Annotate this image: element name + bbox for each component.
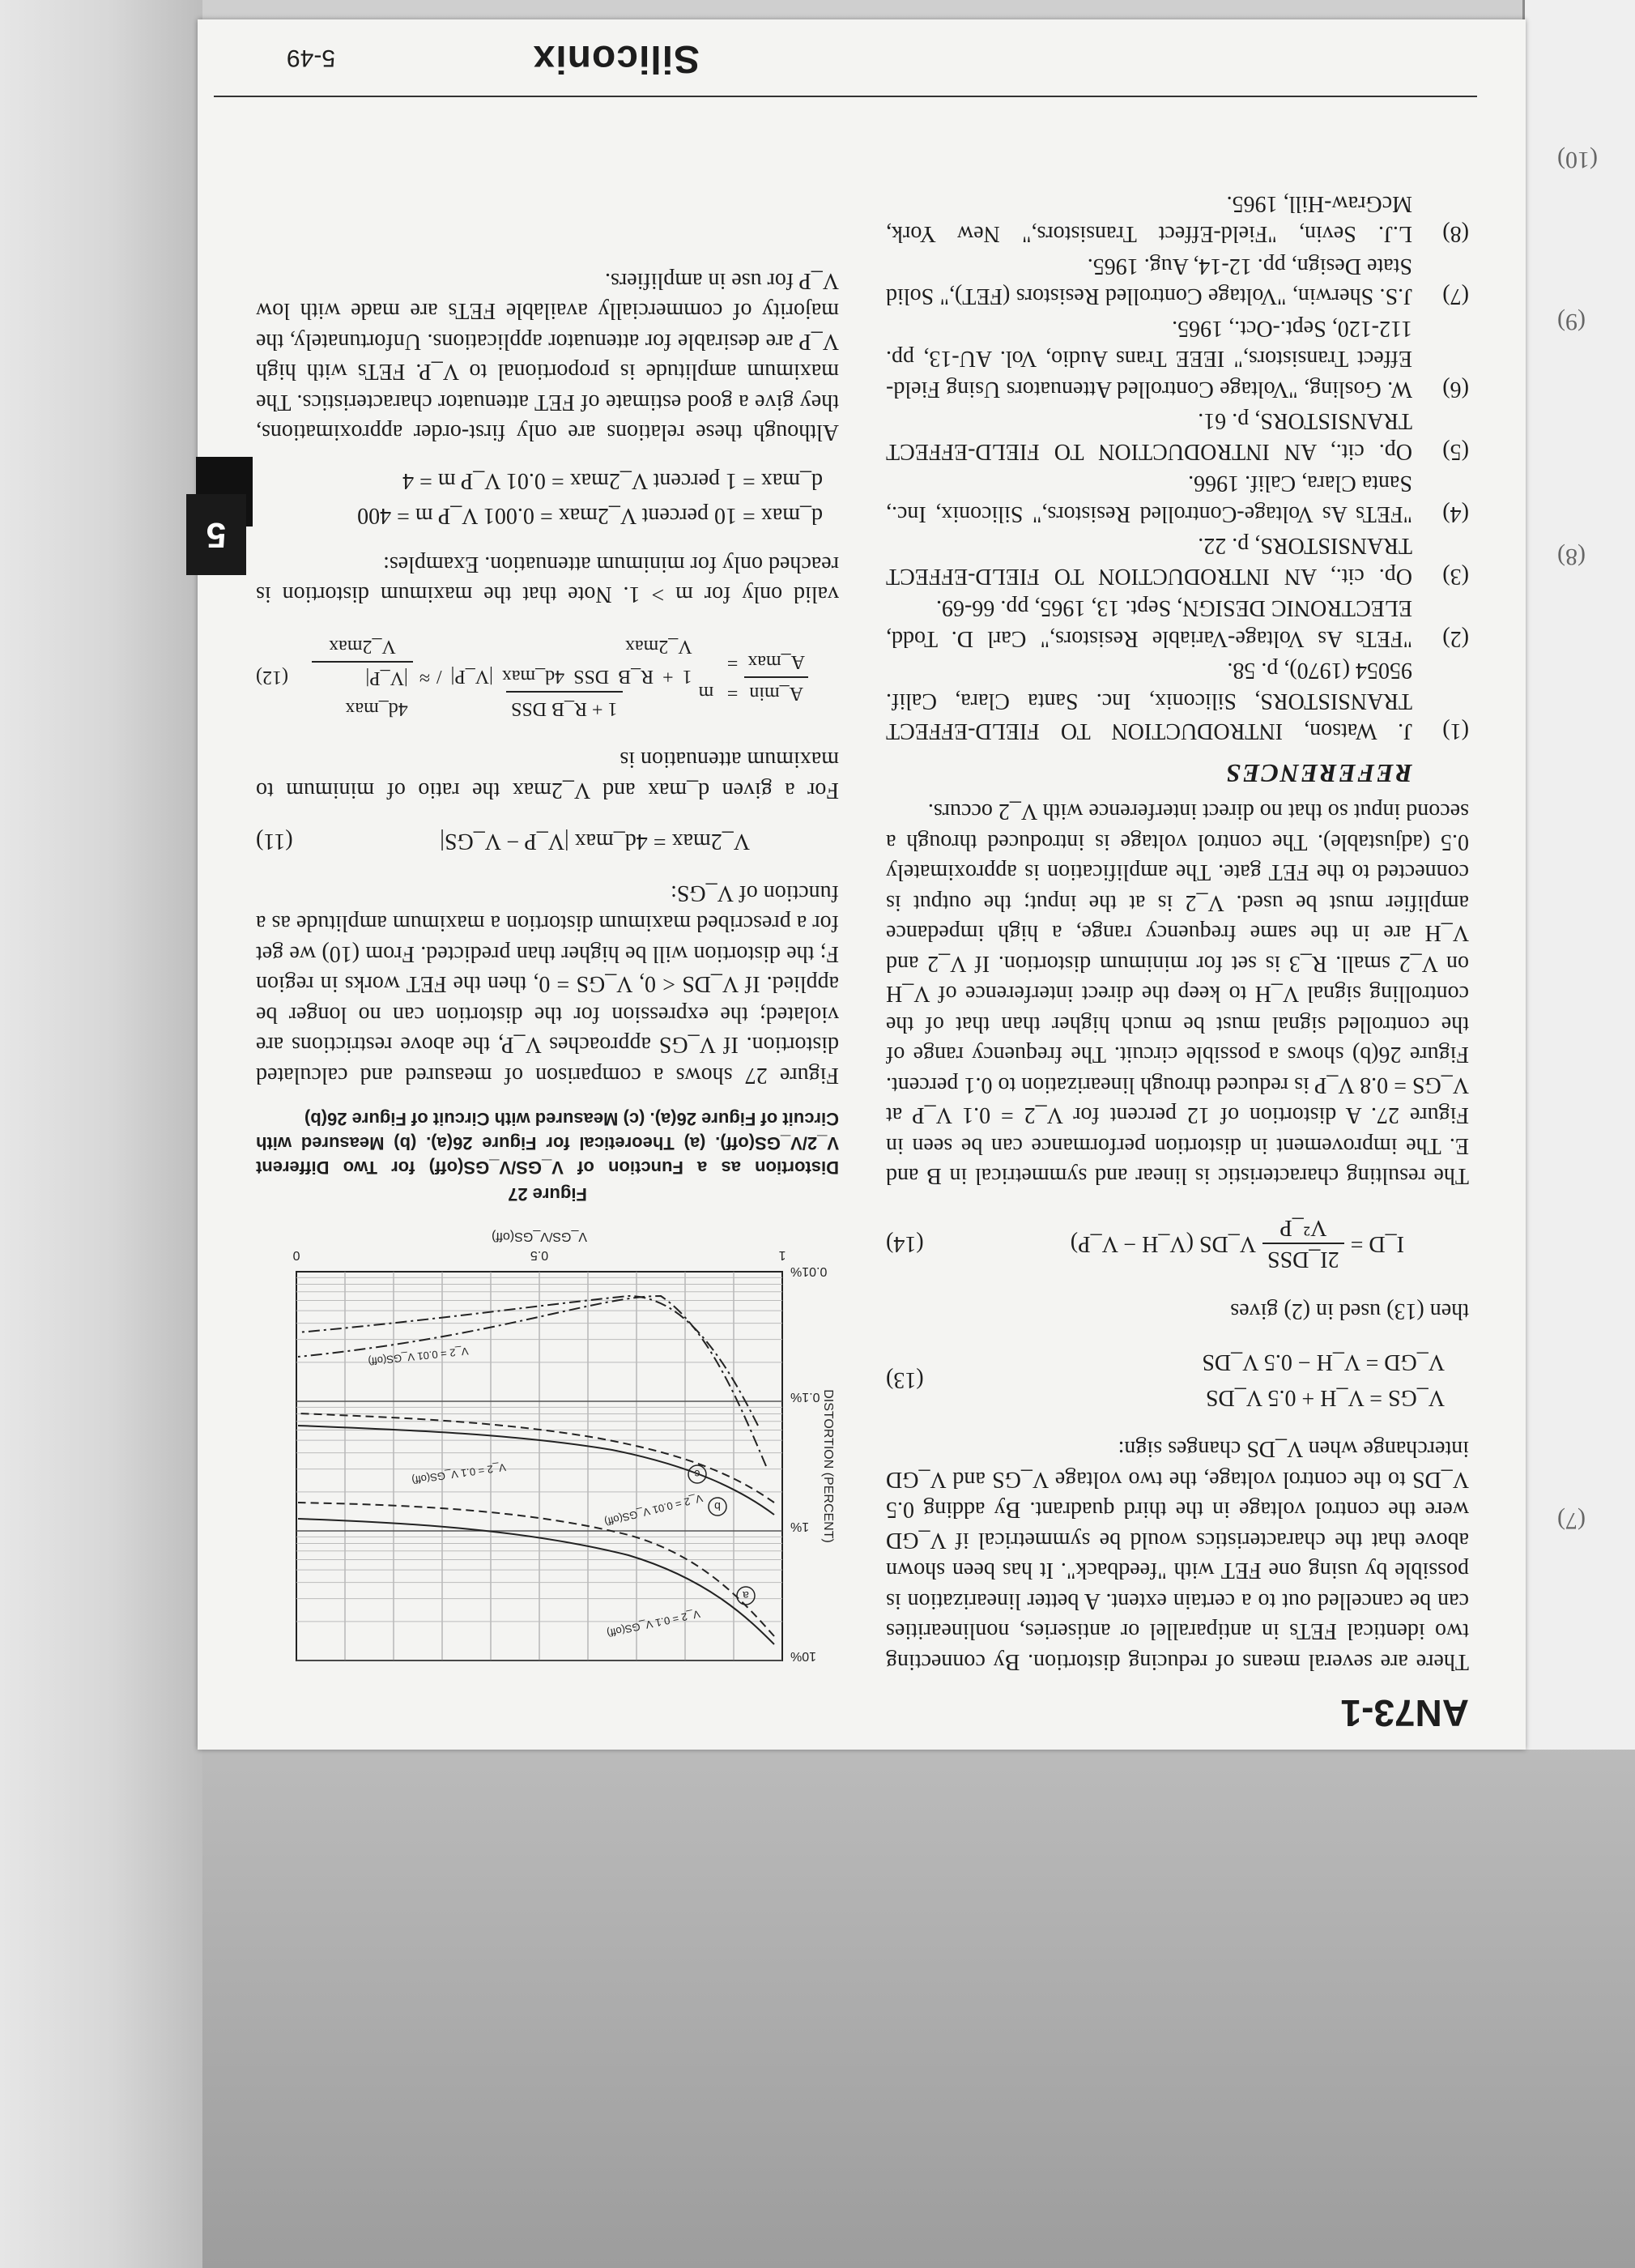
curve-label: V_2 = 0.01 V_GS(off) — [367, 1345, 470, 1368]
eq13-tag: (13) — [886, 1367, 924, 1393]
curve-a-upper — [298, 1519, 774, 1644]
figure-label: Figure 27 — [508, 1184, 587, 1205]
left-column — [886, 187, 1469, 1678]
eq12-f2-num: 4d_max |V_P| — [312, 661, 413, 723]
example-line-1: d_max = 10 percent V_2max = 0.001 V_P m = 400 — [357, 503, 823, 529]
result-paragraph: The resulting characteristic is linear and symmetrical in B and E. The improvement in distortion performance can be seen in Figure 27. A distortion of 12 percent for V_2 = 0.1 V_P at V_GS = 0.8 V_P is reduced through linearization to 0.1 percent. Figure 26(b) shows a possible circuit. The frequency range of the controlled signal must be much higher than that of the controlling signal V_H to keep the direct interference of V_H on V_2 small. R_3 is set for minimum distortion. If V_2 and V_H are in the same frequency range, a high impedance amplifier must be used. V_2 is at the input; the output is connected to the FET gate. The amplification is approximately 0.5 (adjustable). The control voltage is introduced through a second input so that no direct interference with V_2 occurs. — [886, 799, 1469, 1189]
y-tick-label: 10% — [790, 1649, 817, 1663]
eq14-numerator: 2I_DSS — [1262, 1243, 1344, 1275]
references-list — [886, 189, 1469, 747]
equation-11 — [256, 826, 815, 857]
attenuation-ratio-paragraph: For a given d_max and V_2max the ratio of minimum to maximum attenuation is — [256, 747, 839, 803]
under-page-label: (8) — [1557, 544, 1586, 570]
figure-27 — [256, 1106, 839, 1677]
svg-text:a: a — [743, 1589, 749, 1602]
reference-item — [886, 406, 1469, 467]
reference-text: L.J. Sevin, "Field-Effect Transistors," New York, McGraw-Hill, 1965. — [886, 191, 1412, 247]
curve-c-lower — [298, 1296, 758, 1426]
y-tick-label: 0.1% — [790, 1390, 820, 1404]
y-tick-label: 0.01% — [790, 1264, 828, 1278]
figure-caption: Distortion as a Function of V_GS/V_GS(off) for Two Different V_2/V_GS(off). (a) Theoretical for Figure 26(a). (b) Measured with Circuit of Figure 26(a). (c) Measured with Circuit of Figure 26(b) — [256, 1109, 839, 1178]
eq12-fraction-1 — [436, 631, 692, 724]
reference-text: W. Gosling, "Voltage Controlled Attenuators Using Field-Effect Transistors," IEEE Trans Audio, Vol. AU-13, pp. 112-120, Sept.-Oct., 1965. — [886, 316, 1412, 402]
reference-number: (2) — [1442, 626, 1469, 651]
distortion-chart — [256, 1223, 839, 1677]
marker-c — [688, 1465, 706, 1483]
y-tick-label: 1% — [790, 1520, 810, 1533]
eq12-fraction-2 — [312, 631, 413, 724]
comparison-paragraph: Figure 27 shows a comparison of measured and calculated distortion. If V_GS approaches V_P, the above restrictions are violated; the expression for the distortion can no longer be applied. If V_DS < 0, V_GS = 0, then the FET works in region F; the distortion will be higher than predicted. From (10) we get for a prescribed maximum distortion a maximum amplitude as a function of V_GS: — [256, 880, 839, 1088]
eq12-f1-num: 1 + R_B DSS — [506, 692, 623, 724]
x-tick-label: 0 — [292, 1248, 300, 1262]
reference-text: "FETs As Voltage-Variable Resistors," Carl D. Todd, ELECTRONIC DESIGN, Sept. 13, 1965, pp. 66-69. — [886, 595, 1412, 651]
eq14-rhs: V_DS (V_H − V_P) — [1070, 1230, 1256, 1256]
intro-paragraph: There are several means of reducing distortion. By connecting two identical FETs in antiparallel or antiseries, nonlinearities can be cancelled out to a certain extent. A better linearization is possible by using one FET with "feedback". It has been shown above that the characteristics would be symmetrical if V_GD were the control voltage in the third quadrant. By adding 0.5 V_DS to the control voltage, the two voltage V_GS and V_GD interchange when V_DS changes sign: — [886, 1436, 1469, 1674]
reference-text: J. Watson, INTRODUCTION TO FIELD-EFFECT TRANSISTORS, Siliconix, Inc. Santa Clara, Calif. 95054 (1970), p. 58. — [886, 658, 1412, 744]
validity-paragraph: valid only for m > 1. Note that the maximum distortion is reached only for minimum attenuation. Examples: — [256, 552, 839, 608]
reference-item — [886, 468, 1469, 529]
reference-number: (3) — [1442, 564, 1469, 589]
eq13-line2: V_GD = V_H − 0.5 V_DS — [1202, 1349, 1445, 1375]
references-heading: REFERENCES — [1224, 759, 1412, 788]
curve-label: V_2 = 0.1 V_GS(off) — [606, 1607, 701, 1639]
conclusion-paragraph: Although these relations are only first-order approximations, they give a good estimate of FET attenuator characteristics. The maximum amplitude is proportional to V_P. FETs with high V_P are desirable for attenuator applications. Unfortunately, the majority of commercially available FETs are made with low V_P for use in amplifiers. — [256, 268, 839, 446]
reference-item — [886, 313, 1469, 405]
page-number: 5-49 — [286, 45, 335, 71]
eq12-lhs-num: A_min — [744, 676, 808, 709]
chart-grid — [296, 1272, 782, 1660]
eq12-f1-den: 1 + R_B DSS 4d_max |V_P| / V_2max — [436, 636, 692, 688]
document-id: AN73-1 — [1340, 1692, 1469, 1734]
equation-14 — [886, 1213, 1445, 1275]
eq12-mid: = m = — [698, 651, 739, 704]
example-line-2: d_max = 1 percent V_2max = 0.01 V_P m = 4 — [402, 468, 823, 493]
reference-text: J.S. Sherwin, "Voltage Controlled Resistors (FET)," Solid State Design, pp. 12-14, Aug. 1965. — [886, 254, 1412, 309]
equation-12 — [256, 631, 815, 724]
eq14-fraction — [1262, 1213, 1344, 1275]
reference-number: (6) — [1442, 377, 1469, 402]
page-content-rotated — [198, 19, 1526, 1750]
eq12-tag: (12) — [256, 667, 288, 688]
svg-text:c: c — [694, 1468, 700, 1481]
reference-item — [886, 593, 1469, 654]
reference-text: Op. cit., AN INTRODUCTION TO FIELD-EFFECT TRANSISTORS, p. 61. — [886, 408, 1412, 464]
reference-number: (7) — [1442, 284, 1469, 309]
marker-a — [737, 1587, 755, 1605]
eq14-denominator: V²_P — [1279, 1215, 1327, 1240]
eq13-line1: V_GS = V_H + 0.5 V_DS — [1205, 1385, 1445, 1410]
binding-shadow — [0, 0, 202, 2268]
under-page-label: (9) — [1557, 309, 1586, 335]
document-page — [198, 19, 1526, 1750]
reference-item — [886, 251, 1469, 312]
reference-text: "FETs As Voltage-Controlled Resistors," Siliconix, Inc., Santa Clara, Calif. 1966. — [886, 471, 1412, 526]
svg-text:b: b — [714, 1500, 721, 1513]
reference-number: (5) — [1442, 439, 1469, 464]
x-axis-title: V_GS/V_GS(off) — [492, 1230, 587, 1243]
x-tick-label: 1 — [778, 1248, 786, 1262]
under-page-label: (7) — [1557, 1507, 1586, 1534]
eq14-tag: (14) — [886, 1230, 924, 1256]
eq12-lhs-fraction — [744, 646, 808, 708]
equation-13 — [886, 1347, 1445, 1413]
x-tick-label: 0.5 — [530, 1248, 549, 1262]
brand-logo: Siliconix — [532, 37, 700, 80]
reference-text: Op. cit., AN INTRODUCTION TO FIELD-EFFECT TRANSISTORS, p. 22. — [886, 533, 1412, 589]
eq11-body: V_2max = 4d_max |V_P − V_GS| — [440, 829, 750, 855]
eq12-lhs-den: A_max — [747, 650, 805, 672]
footer-rule — [214, 96, 1477, 97]
then-text: then (13) used in (2) gives — [1230, 1298, 1469, 1324]
reference-number: (8) — [1442, 221, 1469, 247]
under-page-label: (10) — [1557, 147, 1598, 173]
eq12-approx: ≈ — [419, 667, 430, 688]
reference-item — [886, 655, 1469, 747]
curve-label: V_2 = 0.1 V_GS(off) — [411, 1460, 507, 1487]
reference-item — [886, 531, 1469, 591]
eq14-lhs: I_D = — [1350, 1230, 1404, 1256]
reference-number: (1) — [1442, 718, 1469, 744]
underlying-page-edge — [1522, 0, 1635, 1750]
right-column — [256, 266, 839, 1678]
curve-b-lower — [298, 1413, 774, 1503]
marker-b — [709, 1498, 726, 1516]
reference-item — [886, 189, 1469, 249]
chart-curves — [298, 1296, 774, 1644]
eq12-f2-den: V_2max — [329, 636, 396, 657]
reference-number: (4) — [1442, 501, 1469, 526]
section-tab: 5 — [186, 494, 246, 575]
y-axis-title: DISTORTION (PERCENT) — [821, 1389, 835, 1543]
eq11-tag: (11) — [256, 829, 293, 855]
curve-label: V_2 = 0.01 V_GS(off) — [602, 1492, 705, 1528]
